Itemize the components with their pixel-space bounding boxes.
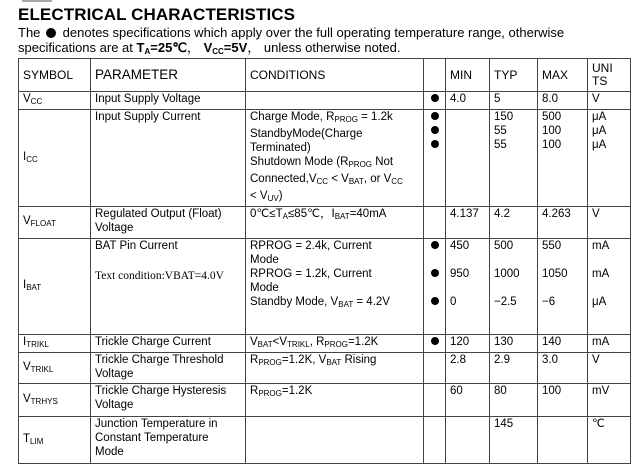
cond-vtrhys: $R_{PROG}=1.2K$ xyxy=(246,384,424,417)
symbol-vtrhys: $V_{TRHYS}$ xyxy=(19,384,91,417)
table-header-row xyxy=(19,59,631,92)
col-dot xyxy=(424,59,446,92)
intro-line2: specifications are at xyxy=(18,40,133,55)
dot-vfloat xyxy=(424,207,446,239)
typ-ibat: 500 1000 −2.5 xyxy=(490,239,538,335)
min-vtrikl: 2.8 xyxy=(446,353,490,384)
param-vfloat: Regulated Output (Float) Voltage xyxy=(91,207,246,239)
dot-vcc xyxy=(424,92,446,110)
min-itrikl: 120 xyxy=(446,335,490,353)
units-vfloat: V xyxy=(588,207,631,239)
vcc-condition: $V_{CC}=5V$ xyxy=(203,40,248,56)
symbol-vcc: $V_{CC}$ xyxy=(19,92,91,110)
param-ibat: BAT Pin Current Text condition:VBAT=4.0V xyxy=(91,239,246,335)
dot-ibat xyxy=(424,239,446,335)
min-vfloat: 4.137 xyxy=(446,207,490,239)
cond-vcc xyxy=(246,92,424,110)
bullet-dot-icon xyxy=(46,28,56,38)
page-title: ELECTRICAL CHARACTERISTICS xyxy=(18,5,296,24)
col-conditions: CONDITIONS xyxy=(246,59,424,92)
units-ibat: mA mA μA xyxy=(588,239,631,335)
table-row xyxy=(19,384,631,417)
intro-prefix: The xyxy=(18,25,41,40)
typ-vtrhys: 80 xyxy=(490,384,538,417)
min-vcc: 4.0 xyxy=(446,92,490,110)
col-parameter: PARAMETER xyxy=(91,59,246,92)
symbol-vtrikl: $V_{TRIKL}$ xyxy=(19,353,91,384)
typ-itrikl: 130 xyxy=(490,335,538,353)
units-tlim: ℃ xyxy=(588,417,631,464)
bullet-dot-icon xyxy=(431,94,439,102)
intro-sep: ， xyxy=(186,40,200,55)
cond-ibat: RPROG = 2.4k, Current Mode RPROG = 1.2k, Current Mode Standby Mode, $V_{BAT} = 4.2V$ xyxy=(246,239,424,335)
symbol-icc: $I_{CC}$ xyxy=(19,110,91,207)
max-vtrhys: 100 xyxy=(538,384,588,417)
max-vfloat: 4.263 xyxy=(538,207,588,239)
min-vtrhys: 60 xyxy=(446,384,490,417)
bullet-dot-icon xyxy=(431,126,439,134)
symbol-ibat: $I_{BAT}$ xyxy=(19,239,91,335)
max-itrikl: 140 xyxy=(538,335,588,353)
table-row xyxy=(19,335,631,353)
ta-condition: $T_A=25℃$ xyxy=(136,40,187,56)
table-row xyxy=(19,353,631,384)
table-row xyxy=(19,239,631,335)
bullet-dot-icon xyxy=(431,112,439,120)
dot-vtrhys xyxy=(424,384,446,417)
cond-icc: Charge Mode, $R_{PROG} = 1.2k$ StandbyMode(Charge Terminated) Shutdown Mode ($R_{PROG}$ Not $Connected,V_{CC} < V_{BAT}$, or $V_{CC}$ < $V_{UV}$) xyxy=(246,110,424,207)
typ-vcc: 5 xyxy=(490,92,538,110)
bullet-dot-icon xyxy=(431,140,439,148)
table-row xyxy=(19,110,631,207)
table-row xyxy=(19,417,631,464)
symbol-itrikl: $I_{TRIKL}$ xyxy=(19,335,91,353)
param-icc: Input Supply Current xyxy=(91,110,246,207)
cond-vtrikl: $R_{PROG}=1.2K$, $V_{BAT}$ Rising xyxy=(246,353,424,384)
typ-vtrikl: 2.9 xyxy=(490,353,538,384)
units-icc: μA μA μA xyxy=(588,110,631,207)
spec-table xyxy=(18,58,631,464)
intro-line1: denotes specifications which apply over the full operating temperature range, otherwise xyxy=(62,25,565,40)
param-vtrikl: Trickle Charge Threshold Voltage xyxy=(91,353,246,384)
cond-tlim xyxy=(246,417,424,464)
max-icc: 500 100 100 xyxy=(538,110,588,207)
cond-vfloat: $0℃\le T_A\le 85℃$，$I_{BAT}=40mA$ xyxy=(246,207,424,239)
dot-itrikl xyxy=(424,335,446,353)
param-vcc: Input Supply Voltage xyxy=(91,92,246,110)
min-ibat: 450 950 0 xyxy=(446,239,490,335)
col-units: UNI TS xyxy=(588,59,631,92)
dot-icc xyxy=(424,110,446,207)
symbol-vfloat: $V_{FLOAT}$ xyxy=(19,207,91,239)
typ-tlim: 145 xyxy=(490,417,538,464)
units-vcc: V xyxy=(588,92,631,110)
max-tlim xyxy=(538,417,588,464)
bullet-dot-icon xyxy=(431,337,439,345)
param-tlim: Junction Temperature in Constant Temperature Mode xyxy=(91,417,246,464)
bullet-dot-icon xyxy=(431,297,439,305)
max-ibat: 550 1050 −6 xyxy=(538,239,588,335)
max-vtrikl: 3.0 xyxy=(538,353,588,384)
symbol-tlim: $T_{LIM}$ xyxy=(19,417,91,464)
col-symbol: SYMBOL xyxy=(19,59,91,92)
bullet-dot-icon xyxy=(431,241,439,249)
col-min: MIN xyxy=(446,59,490,92)
units-itrikl: mA xyxy=(588,335,631,353)
min-tlim xyxy=(446,417,490,464)
table-row xyxy=(19,207,631,239)
units-vtrikl: V xyxy=(588,353,631,384)
table-row xyxy=(19,92,631,110)
top-edge-fragment xyxy=(22,0,52,2)
max-vcc: 8.0 xyxy=(538,92,588,110)
dot-vtrikl xyxy=(424,353,446,384)
typ-icc: 150 55 55 xyxy=(490,110,538,207)
param-vtrhys: Trickle Charge Hysteresis Voltage xyxy=(91,384,246,417)
intro-tail: ， unless otherwise noted. xyxy=(247,40,401,55)
units-vtrhys: mV xyxy=(588,384,631,417)
bullet-dot-icon xyxy=(431,269,439,277)
dot-tlim xyxy=(424,417,446,464)
intro-text xyxy=(18,25,630,59)
col-max: MAX xyxy=(538,59,588,92)
typ-vfloat: 4.2 xyxy=(490,207,538,239)
min-icc xyxy=(446,110,490,207)
col-typ: TYP xyxy=(490,59,538,92)
param-itrikl: Trickle Charge Current xyxy=(91,335,246,353)
cond-itrikl: $V_{BAT}<V_{TRIKL}$, $R_{PROG}=1.2K$ xyxy=(246,335,424,353)
